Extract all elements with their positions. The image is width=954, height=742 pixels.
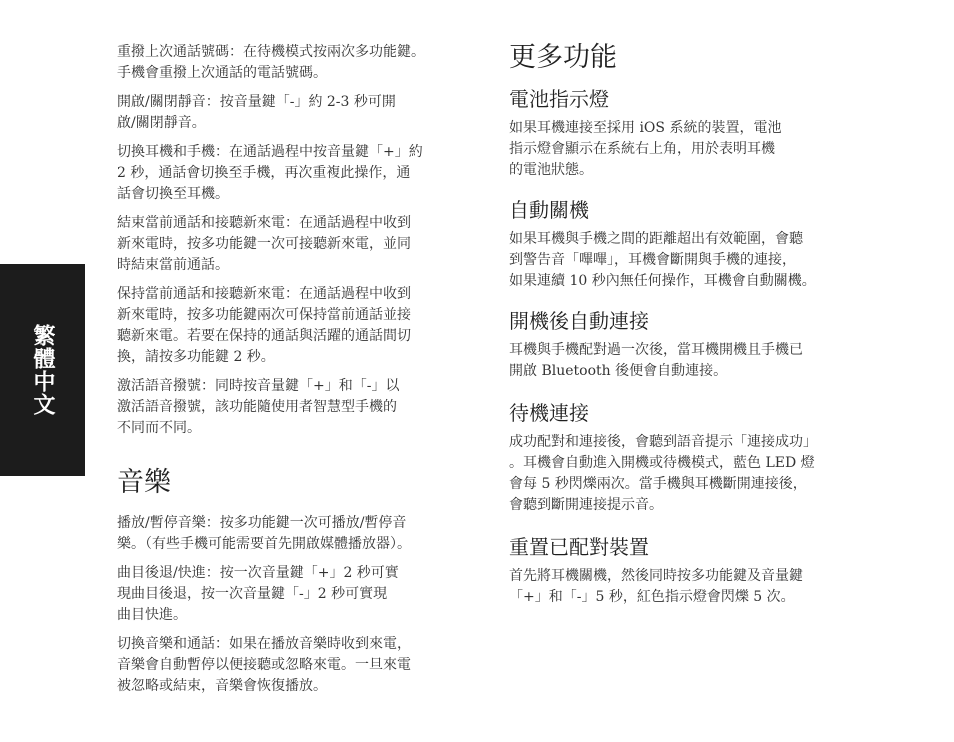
battery-indicator-title: 電池指示燈: [509, 87, 609, 111]
language-tab-label: 繁體中文: [30, 324, 55, 416]
end-and-answer-paragraph: 結束當前通話和接聽新來電：在通話過程中收到 新來電時，按多功能鍵一次可接聽新來電，並同 時結束當前通話。: [117, 215, 411, 273]
language-side-tab: [0, 264, 85, 476]
more-features-heading: 更多功能: [509, 42, 617, 73]
music-call-switch-paragraph: 切換音樂和通話：如果在播放音樂時收到來電， 音樂會自動暫停以便接聽或忽略來電。一旦來電 被忽略或結束，音樂會恢復播放。: [117, 636, 411, 694]
standby-connect-title: 待機連接: [509, 401, 589, 425]
left-column: [117, 42, 479, 705]
auto-connect-title: 開機後自動連接: [509, 309, 649, 333]
right-column: [509, 42, 879, 616]
standby-connect-body: 成功配對和連接後，會聽到語音提示「連接成功」 。耳機會自動進入開機或待機模式，藍色 LED 燈 會每 5 秒閃爍兩次。當手機與耳機斷開連接後， 會聽到斷開連接提示音。: [509, 434, 817, 513]
auto-power-off-title: 自動關機: [509, 198, 589, 222]
redial-paragraph: 重撥上次通話號碼：在待機模式按兩次多功能鍵。 手機會重撥上次通話的電話號碼。: [117, 44, 425, 81]
play-pause-paragraph: 播放/暫停音樂：按多功能鍵一次可播放/暫停音 樂。（有些手機可能需要首先開啟媒體播放器）。: [117, 515, 411, 552]
reset-pairing-title: 重置已配對裝置: [509, 535, 649, 559]
hold-and-answer-paragraph: 保持當前通話和接聽新來電：在通話過程中收到 新來電時，按多功能鍵兩次可保持當前通話並接 聽新來電。若要在保持的通話與活躍的通話間切 換，請按多功能鍵 2 秒。: [117, 286, 411, 365]
track-skip-paragraph: 曲目後退/快進：按一次音量鍵「+」2 秒可實 現曲目後退，按一次音量鍵「-」2 秒可實現 曲目快進。: [117, 565, 399, 623]
auto-power-off-body: 如果耳機與手機之間的距離超出有效範圍，會聽 到警告音「嗶嗶」，耳機會斷開與手機的連接， 如果連續 10 秒內無任何操作，耳機會自動關機。: [509, 231, 816, 289]
battery-indicator-body: 如果耳機連接至採用 iOS 系統的裝置，電池 指示燈會顯示在系統右上角，用於表明耳機 的電池狀態。: [509, 120, 782, 178]
switch-headset-phone-paragraph: 切換耳機和手機：在通話過程中按音量鍵「+」約 2 秒，通話會切換至手機，再次重複此操作，通 話會切換至耳機。: [117, 144, 423, 202]
music-heading: 音樂: [117, 467, 171, 498]
voice-dial-paragraph: 激活語音撥號：同時按音量鍵「+」和「-」以 激活語音撥號，該功能隨使用者智慧型手機的 不同而不同。: [117, 378, 400, 436]
mute-paragraph: 開啟/關閉靜音：按音量鍵「-」約 2-3 秒可開 啟/關閉靜音。: [117, 94, 396, 131]
reset-pairing-body: 首先將耳機關機，然後同時按多功能鍵及音量鍵 「+」和「-」5 秒，紅色指示燈會閃爍 5 次。: [509, 568, 803, 605]
auto-connect-body: 耳機與手機配對過一次後，當耳機開機且手機已 開啟 Bluetooth 後便會自動連接。: [509, 342, 803, 379]
